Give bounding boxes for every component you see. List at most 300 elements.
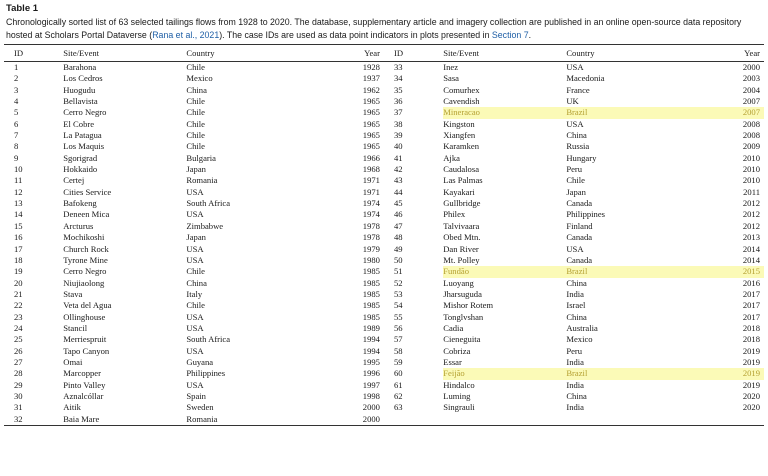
right-country-cell: Japan xyxy=(566,186,586,197)
table-row xyxy=(4,402,764,413)
right-site-cell: Tonglvshan xyxy=(443,311,484,322)
left-site-cell: La Patagua xyxy=(63,130,102,141)
right-year-cell: 2014 xyxy=(742,254,760,265)
right-id-cell: 48 xyxy=(393,232,403,243)
right-id-cell: 53 xyxy=(393,288,403,299)
table-row xyxy=(4,357,764,368)
left-site-cell: Cerro Negro xyxy=(63,107,107,118)
right-site-cell: Kingston xyxy=(443,118,475,129)
left-id-cell: 2 xyxy=(14,73,19,84)
table-row xyxy=(4,368,764,379)
left-year-cell: 1989 xyxy=(362,322,380,333)
left-id-cell: 30 xyxy=(14,390,23,401)
table-row xyxy=(4,119,764,130)
left-year-cell: 1985 xyxy=(362,266,380,277)
table-row xyxy=(4,346,764,357)
left-id-cell: 7 xyxy=(14,130,19,141)
right-year-cell: 2008 xyxy=(742,118,760,129)
header-country-left: Country xyxy=(186,45,302,62)
left-site-cell: Barahona xyxy=(63,62,97,72)
table-row xyxy=(4,175,764,186)
right-country-cell: Brazil xyxy=(566,368,682,379)
right-id-cell: 46 xyxy=(393,209,403,220)
right-year-cell: 2015 xyxy=(683,266,764,277)
right-year-cell: 2011 xyxy=(743,186,760,197)
left-year-cell: 1965 xyxy=(362,107,380,118)
left-country-cell: Romania xyxy=(186,175,218,186)
left-id-cell: 27 xyxy=(14,356,23,367)
right-country-cell xyxy=(566,414,682,426)
header-year-right: Year xyxy=(683,45,764,62)
right-country-cell: India xyxy=(566,356,584,367)
left-id-cell: 21 xyxy=(14,288,23,299)
left-id-cell: 17 xyxy=(14,243,23,254)
table-row xyxy=(4,312,764,323)
left-country-cell: USA xyxy=(186,379,204,390)
right-country-cell: Finland xyxy=(566,220,593,231)
left-id-cell: 16 xyxy=(14,232,23,243)
right-id-cell: 45 xyxy=(393,198,403,209)
left-year-cell: 1968 xyxy=(362,164,380,175)
left-id-cell: 23 xyxy=(14,311,23,322)
left-site-cell: Tapo Canyon xyxy=(63,345,110,356)
table-row xyxy=(4,278,764,289)
right-country-cell: China xyxy=(566,311,587,322)
left-year-cell: 1971 xyxy=(362,186,380,197)
right-year-cell: 2018 xyxy=(742,334,760,345)
left-site-cell: Hokkaido xyxy=(63,164,98,175)
right-year-cell: 2016 xyxy=(742,277,760,288)
left-id-cell: 25 xyxy=(14,334,23,345)
left-year-cell: 1978 xyxy=(362,220,380,231)
right-site-cell: Karamken xyxy=(443,141,480,152)
right-id-cell: 43 xyxy=(393,175,403,186)
left-year-cell: 1971 xyxy=(362,175,380,186)
right-id-cell: 33 xyxy=(393,62,403,72)
right-site-cell: Hindalco xyxy=(443,379,475,390)
right-year-cell: 2010 xyxy=(742,175,760,186)
left-id-cell: 9 xyxy=(14,152,19,163)
left-id-cell: 19 xyxy=(14,266,23,277)
left-country-cell: USA xyxy=(186,311,204,322)
table-row xyxy=(4,244,764,255)
right-site-cell: Feijão xyxy=(443,368,566,379)
left-site-cell: Mochikoshi xyxy=(63,232,105,243)
right-site-cell: Mt. Polley xyxy=(443,254,480,265)
right-id-cell: 51 xyxy=(393,266,403,277)
table-row xyxy=(4,266,764,277)
left-id-cell: 24 xyxy=(14,322,23,333)
left-site-cell: Aznalcóllar xyxy=(63,390,104,401)
right-year-cell: 2017 xyxy=(742,311,760,322)
right-year-cell: 2009 xyxy=(742,141,760,152)
right-site-cell: Luoyang xyxy=(443,277,474,288)
left-country-cell: USA xyxy=(186,345,204,356)
left-year-cell: 1965 xyxy=(362,141,380,152)
left-year-cell: 1965 xyxy=(362,118,380,129)
left-country-cell: Chile xyxy=(186,130,205,141)
left-site-cell: Tyrone Mine xyxy=(63,254,108,265)
table-row xyxy=(4,107,764,118)
left-country-cell: USA xyxy=(186,186,204,197)
right-country-cell: UK xyxy=(566,96,579,107)
left-year-cell: 2000 xyxy=(362,402,380,413)
right-year-cell: 2017 xyxy=(742,300,760,311)
right-id-cell: 35 xyxy=(393,84,403,95)
right-year-cell: 2010 xyxy=(742,152,760,163)
right-country-cell: Mexico xyxy=(566,334,593,345)
left-site-cell: Stancil xyxy=(63,322,88,333)
left-country-cell: USA xyxy=(186,243,204,254)
tailings-flows-table xyxy=(4,44,764,426)
left-year-cell: 1994 xyxy=(362,334,380,345)
left-year-cell: 1985 xyxy=(362,288,380,299)
left-country-cell: Guyana xyxy=(186,356,214,367)
right-site-cell: Cadia xyxy=(443,322,464,333)
left-id-cell: 14 xyxy=(14,209,23,220)
right-country-cell: China xyxy=(566,277,587,288)
left-id-cell: 6 xyxy=(14,118,19,129)
left-year-cell: 1997 xyxy=(362,379,380,390)
right-country-cell: Peru xyxy=(566,164,583,175)
right-country-cell: Macedonia xyxy=(566,73,605,84)
left-year-cell: 1998 xyxy=(362,390,380,401)
table-row xyxy=(4,85,764,96)
right-id-cell: 50 xyxy=(393,254,403,265)
left-year-cell: 1985 xyxy=(362,277,380,288)
left-site-cell: Church Rock xyxy=(63,243,109,254)
right-id-cell: 56 xyxy=(393,322,403,333)
left-site-cell: Aitik xyxy=(63,402,81,413)
right-country-cell: Philippines xyxy=(566,209,606,220)
right-year-cell: 2019 xyxy=(742,379,760,390)
left-year-cell: 1979 xyxy=(362,243,380,254)
header-id-right: ID xyxy=(384,45,443,62)
left-year-cell: 1965 xyxy=(362,96,380,107)
left-id-cell: 8 xyxy=(14,141,19,152)
left-country-cell: Bulgaria xyxy=(186,152,216,163)
right-year-cell: 2000 xyxy=(742,62,760,72)
right-site-cell: Jharsuguda xyxy=(443,288,482,299)
table-row xyxy=(4,414,764,426)
left-site-cell: Ollinghouse xyxy=(63,311,106,322)
left-country-cell: Mexico xyxy=(186,73,213,84)
right-id-cell: 37 xyxy=(393,107,403,118)
left-id-cell: 4 xyxy=(14,96,19,107)
left-id-cell: 1 xyxy=(14,62,19,72)
left-country-cell: Italy xyxy=(186,288,203,299)
right-site-cell: Obed Mtn. xyxy=(443,232,481,243)
right-id-cell: 59 xyxy=(393,356,403,367)
header-year-left: Year xyxy=(303,45,384,62)
left-id-cell: 31 xyxy=(14,402,23,413)
right-year-cell: 2008 xyxy=(742,130,760,141)
left-country-cell: Japan xyxy=(186,164,206,175)
right-country-cell: USA xyxy=(566,118,584,129)
left-site-cell: Certej xyxy=(63,175,85,186)
left-year-cell: 1978 xyxy=(362,232,380,243)
left-site-cell: El Cobre xyxy=(63,118,95,129)
left-country-cell: Zimbabwe xyxy=(186,220,224,231)
right-year-cell: 2004 xyxy=(742,84,760,95)
right-year-cell xyxy=(683,414,764,426)
right-id-cell: 40 xyxy=(393,141,403,152)
right-country-cell: Brazil xyxy=(566,107,682,118)
left-site-cell: Veta del Agua xyxy=(63,300,112,311)
header-site-left: Site/Event xyxy=(63,45,186,62)
caption-text-before: Chronologically sorted list of 63 selected tailings flows from 1928 to 2020. The database, supplementary article and imagery collection are published in an online open-source data repository hosted at Scholars Portal Dataverse ( xyxy=(6,17,742,40)
left-year-cell: 1985 xyxy=(362,311,380,322)
right-site-cell: Talvivaara xyxy=(443,220,480,231)
right-year-cell: 2017 xyxy=(742,288,760,299)
right-id-cell: 63 xyxy=(393,402,403,413)
left-site-cell: Sgorigrad xyxy=(63,152,98,163)
right-country-cell: India xyxy=(566,402,584,413)
left-site-cell: Arcturus xyxy=(63,220,94,231)
left-id-cell: 28 xyxy=(14,368,23,379)
left-id-cell: 18 xyxy=(14,254,23,265)
table-label: Table 1 xyxy=(6,3,39,14)
right-country-cell: USA xyxy=(566,62,584,72)
left-site-cell: Cities Service xyxy=(63,186,112,197)
right-id-cell: 44 xyxy=(393,186,403,197)
right-country-cell: Hungary xyxy=(566,152,597,163)
right-site-cell: Singrauli xyxy=(443,402,475,413)
table-row xyxy=(4,62,764,74)
right-country-cell: Canada xyxy=(566,198,593,209)
table-row xyxy=(4,198,764,209)
left-country-cell: Chile xyxy=(186,107,205,118)
right-country-cell: Brazil xyxy=(566,266,682,277)
left-country-cell: Chile xyxy=(186,141,205,152)
left-year-cell: 1974 xyxy=(362,209,380,220)
right-id-cell: 42 xyxy=(393,164,403,175)
right-year-cell: 2007 xyxy=(683,107,764,118)
table-row xyxy=(4,391,764,402)
right-site-cell: Philex xyxy=(443,209,466,220)
right-year-cell: 2019 xyxy=(742,345,760,356)
left-year-cell: 1966 xyxy=(362,152,380,163)
right-id-cell: 57 xyxy=(393,334,403,345)
right-id-cell: 41 xyxy=(393,152,403,163)
right-site-cell: Gullbridge xyxy=(443,198,481,209)
right-site-cell: Cieneguita xyxy=(443,334,481,345)
left-id-cell: 22 xyxy=(14,300,23,311)
right-country-cell: China xyxy=(566,130,587,141)
left-site-cell: Huogudu xyxy=(63,84,96,95)
table-row xyxy=(4,96,764,107)
left-year-cell: 1996 xyxy=(362,368,380,379)
caption-text-after: . xyxy=(528,29,532,40)
right-country-cell: Russia xyxy=(566,141,590,152)
left-year-cell: 1995 xyxy=(362,356,380,367)
left-country-cell: Japan xyxy=(186,232,206,243)
left-year-cell: 1980 xyxy=(362,254,380,265)
left-id-cell: 29 xyxy=(14,379,23,390)
right-country-cell: Peru xyxy=(566,345,583,356)
right-year-cell: 2012 xyxy=(742,220,760,231)
table-row xyxy=(4,300,764,311)
right-site-cell: Inez xyxy=(443,62,459,72)
right-year-cell: 2018 xyxy=(742,322,760,333)
left-site-cell: Cerro Negro xyxy=(63,266,107,277)
right-id-cell: 34 xyxy=(393,73,403,84)
left-id-cell: 20 xyxy=(14,277,23,288)
right-site-cell: Sasa xyxy=(443,73,459,84)
right-site-cell: Mineracao xyxy=(443,107,566,118)
left-year-cell: 1937 xyxy=(362,73,380,84)
left-year-cell: 1985 xyxy=(362,300,380,311)
right-year-cell: 2007 xyxy=(742,96,760,107)
right-id-cell: 52 xyxy=(393,277,403,288)
right-country-cell: China xyxy=(566,390,587,401)
right-year-cell: 2019 xyxy=(742,356,760,367)
right-year-cell: 2012 xyxy=(742,198,760,209)
right-site-cell: Mishor Rotem xyxy=(443,300,494,311)
table-row xyxy=(4,164,764,175)
left-country-cell: Chile xyxy=(186,96,205,107)
left-country-cell: Romania xyxy=(186,414,302,426)
left-id-cell: 3 xyxy=(14,84,19,95)
table-caption xyxy=(6,16,760,41)
right-year-cell: 2013 xyxy=(742,232,760,243)
table-row xyxy=(4,73,764,84)
right-site-cell: Comurhex xyxy=(443,84,480,95)
right-country-cell: India xyxy=(566,379,584,390)
table-row xyxy=(4,334,764,345)
right-site-cell: Cobriza xyxy=(443,345,471,356)
left-site-cell: Marcopper xyxy=(63,368,101,379)
right-year-cell: 2020 xyxy=(742,402,760,413)
left-site-cell: Los Cedros xyxy=(63,73,103,84)
right-id-cell: 62 xyxy=(393,390,403,401)
left-id-cell: 10 xyxy=(14,164,23,175)
left-country-cell: South Africa xyxy=(186,198,231,209)
paper-page xyxy=(4,0,764,426)
right-site-cell: Xiangfen xyxy=(443,130,476,141)
right-site-cell: Kayakari xyxy=(443,186,475,197)
right-site-cell: Cavendish xyxy=(443,96,480,107)
right-site-cell: Caudalosa xyxy=(443,164,480,175)
left-site-cell: Merriespruit xyxy=(63,334,107,345)
right-id-cell: 39 xyxy=(393,130,403,141)
left-site-cell: Niujiaolong xyxy=(63,277,105,288)
citation-link-rana[interactable]: Rana et al., 2021 xyxy=(152,29,220,40)
header-id-left: ID xyxy=(4,45,63,62)
left-country-cell: China xyxy=(186,277,207,288)
right-site-cell: Las Palmas xyxy=(443,175,483,186)
right-year-cell: 2019 xyxy=(683,368,764,379)
left-country-cell: Spain xyxy=(186,390,206,401)
table-body xyxy=(4,62,764,426)
left-id-cell: 13 xyxy=(14,198,23,209)
right-country-cell: Canada xyxy=(566,254,593,265)
table-row xyxy=(4,232,764,243)
right-year-cell: 2010 xyxy=(742,164,760,175)
right-site-cell: Luming xyxy=(443,390,471,401)
left-country-cell: Chile xyxy=(186,62,205,72)
right-id-cell: 60 xyxy=(393,368,403,379)
table-row xyxy=(4,153,764,164)
left-id-cell: 5 xyxy=(14,107,19,118)
header-country-right: Country xyxy=(566,45,682,62)
left-country-cell: USA xyxy=(186,254,204,265)
right-site-cell: Ajka xyxy=(443,152,460,163)
section-7-link[interactable]: Section 7 xyxy=(491,29,529,40)
right-id-cell: 55 xyxy=(393,311,403,322)
left-country-cell: Chile xyxy=(186,118,205,129)
left-country-cell: Philippines xyxy=(186,368,226,379)
left-site-cell: Bellavista xyxy=(63,96,98,107)
left-country-cell: USA xyxy=(186,209,204,220)
right-year-cell: 2014 xyxy=(742,243,760,254)
left-year-cell: 1965 xyxy=(362,130,380,141)
left-site-cell: Omai xyxy=(63,356,83,367)
right-country-cell: Chile xyxy=(566,175,585,186)
right-site-cell xyxy=(443,414,566,426)
table-row xyxy=(4,130,764,141)
right-id-cell: 54 xyxy=(393,300,403,311)
left-site-cell: Stava xyxy=(63,288,83,299)
table-row xyxy=(4,221,764,232)
left-site-cell: Deneen Mica xyxy=(63,209,110,220)
table-row xyxy=(4,289,764,300)
left-country-cell: USA xyxy=(186,322,204,333)
right-country-cell: Canada xyxy=(566,232,593,243)
right-country-cell: Israel xyxy=(566,300,586,311)
right-id-cell: 61 xyxy=(393,379,403,390)
left-country-cell: South Africa xyxy=(186,334,231,345)
right-id-cell: 58 xyxy=(393,345,403,356)
left-country-cell: Sweden xyxy=(186,402,214,413)
left-year-cell: 1928 xyxy=(362,62,380,72)
right-country-cell: Australia xyxy=(566,322,598,333)
right-site-cell: Essar xyxy=(443,356,462,367)
left-year-cell: 1994 xyxy=(362,345,380,356)
right-id-cell: 36 xyxy=(393,96,403,107)
left-year-cell: 1962 xyxy=(362,84,380,95)
left-country-cell: China xyxy=(186,84,207,95)
header-site-right: Site/Event xyxy=(443,45,566,62)
left-id-cell: 26 xyxy=(14,345,23,356)
right-site-cell: Fundão xyxy=(443,266,566,277)
table-row xyxy=(4,255,764,266)
left-year-cell: 1974 xyxy=(362,198,380,209)
right-year-cell: 2020 xyxy=(742,390,760,401)
table-row xyxy=(4,323,764,334)
table-row xyxy=(4,209,764,220)
left-country-cell: Chile xyxy=(186,300,205,311)
right-country-cell: India xyxy=(566,288,584,299)
right-site-cell: Dan River xyxy=(443,243,479,254)
table-row xyxy=(4,187,764,198)
left-site-cell: Pinto Valley xyxy=(63,379,106,390)
right-country-cell: France xyxy=(566,84,590,95)
right-id-cell xyxy=(384,414,443,426)
right-id-cell: 49 xyxy=(393,243,403,254)
right-year-cell: 2012 xyxy=(742,209,760,220)
left-id-cell: 32 xyxy=(4,414,63,426)
caption-text-middle: ). The case IDs are used as data point indicators in plots presented in xyxy=(219,29,492,40)
left-site-cell: Los Maquis xyxy=(63,141,105,152)
right-id-cell: 47 xyxy=(393,220,403,231)
right-year-cell: 2003 xyxy=(742,73,760,84)
table-row xyxy=(4,141,764,152)
table-row xyxy=(4,380,764,391)
left-country-cell: Chile xyxy=(186,266,205,277)
right-id-cell: 38 xyxy=(393,118,403,129)
right-country-cell: USA xyxy=(566,243,584,254)
